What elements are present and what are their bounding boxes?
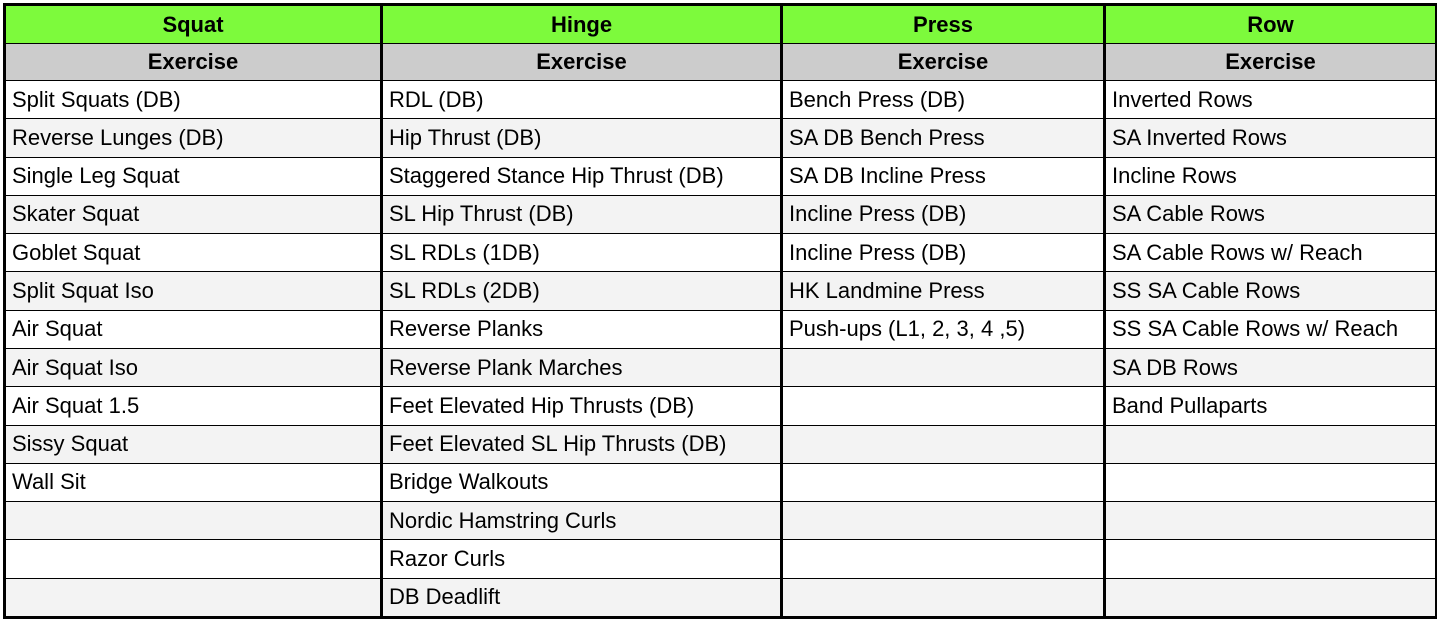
cell-row[interactable] [1105,502,1436,540]
table-row [6,157,1436,195]
subheader-exercise-row[interactable]: Exercise [1105,44,1436,81]
category-header-row [6,6,1436,44]
cell-row[interactable]: SA Inverted Rows [1105,119,1436,157]
cell-press[interactable] [782,463,1105,501]
cell-row[interactable]: SS SA Cable Rows w/ Reach [1105,310,1436,348]
table-row [6,310,1436,348]
exercise-spreadsheet [3,3,1437,619]
cell-squat[interactable]: Split Squat Iso [6,272,382,310]
category-header-row[interactable]: Row [1105,6,1436,44]
cell-row[interactable] [1105,578,1436,616]
cell-press[interactable] [782,502,1105,540]
table-row [6,387,1436,425]
cell-hinge[interactable]: Reverse Planks [382,310,782,348]
cell-squat[interactable]: Single Leg Squat [6,157,382,195]
table-row [6,348,1436,386]
cell-press[interactable] [782,348,1105,386]
subheader-exercise-hinge[interactable]: Exercise [382,44,782,81]
table-row [6,463,1436,501]
table-row [6,578,1436,616]
exercise-table [5,5,1436,617]
cell-hinge[interactable]: Razor Curls [382,540,782,578]
cell-press[interactable] [782,387,1105,425]
subheader-row [6,44,1436,81]
category-header-squat[interactable]: Squat [6,6,382,44]
cell-hinge[interactable]: Hip Thrust (DB) [382,119,782,157]
cell-hinge[interactable]: DB Deadlift [382,578,782,616]
cell-row[interactable] [1105,463,1436,501]
cell-press[interactable]: Bench Press (DB) [782,81,1105,119]
cell-press[interactable]: SA DB Bench Press [782,119,1105,157]
cell-hinge[interactable]: Reverse Plank Marches [382,348,782,386]
cell-squat[interactable]: Sissy Squat [6,425,382,463]
cell-squat[interactable]: Goblet Squat [6,234,382,272]
table-row [6,272,1436,310]
cell-row[interactable]: SA Cable Rows w/ Reach [1105,234,1436,272]
cell-row[interactable]: SA DB Rows [1105,348,1436,386]
cell-row[interactable]: Inverted Rows [1105,81,1436,119]
cell-hinge[interactable]: Feet Elevated SL Hip Thrusts (DB) [382,425,782,463]
cell-hinge[interactable]: Staggered Stance Hip Thrust (DB) [382,157,782,195]
cell-hinge[interactable]: Bridge Walkouts [382,463,782,501]
table-row [6,234,1436,272]
cell-press[interactable]: SA DB Incline Press [782,157,1105,195]
cell-press[interactable]: Push-ups (L1, 2, 3, 4 ,5) [782,310,1105,348]
category-header-hinge[interactable]: Hinge [382,6,782,44]
cell-squat[interactable]: Air Squat [6,310,382,348]
cell-hinge[interactable]: Nordic Hamstring Curls [382,502,782,540]
cell-row[interactable]: Incline Rows [1105,157,1436,195]
cell-squat[interactable] [6,540,382,578]
cell-hinge[interactable]: SL RDLs (2DB) [382,272,782,310]
cell-hinge[interactable]: RDL (DB) [382,81,782,119]
cell-hinge[interactable]: SL Hip Thrust (DB) [382,195,782,233]
cell-hinge[interactable]: SL RDLs (1DB) [382,234,782,272]
cell-row[interactable]: SA Cable Rows [1105,195,1436,233]
cell-squat[interactable]: Air Squat Iso [6,348,382,386]
cell-squat[interactable]: Wall Sit [6,463,382,501]
cell-press[interactable] [782,425,1105,463]
cell-row[interactable]: SS SA Cable Rows [1105,272,1436,310]
table-row [6,502,1436,540]
cell-press[interactable] [782,578,1105,616]
cell-row[interactable] [1105,425,1436,463]
subheader-exercise-press[interactable]: Exercise [782,44,1105,81]
cell-press[interactable]: Incline Press (DB) [782,234,1105,272]
subheader-exercise-squat[interactable]: Exercise [6,44,382,81]
category-header-press[interactable]: Press [782,6,1105,44]
cell-squat[interactable]: Skater Squat [6,195,382,233]
table-row [6,81,1436,119]
table-row [6,540,1436,578]
table-row [6,425,1436,463]
cell-squat[interactable] [6,502,382,540]
cell-row[interactable] [1105,540,1436,578]
cell-squat[interactable]: Split Squats (DB) [6,81,382,119]
table-row [6,119,1436,157]
cell-row[interactable]: Band Pullaparts [1105,387,1436,425]
table-row [6,195,1436,233]
cell-press[interactable]: HK Landmine Press [782,272,1105,310]
cell-squat[interactable]: Air Squat 1.5 [6,387,382,425]
cell-hinge[interactable]: Feet Elevated Hip Thrusts (DB) [382,387,782,425]
cell-squat[interactable] [6,578,382,616]
cell-squat[interactable]: Reverse Lunges (DB) [6,119,382,157]
cell-press[interactable] [782,540,1105,578]
cell-press[interactable]: Incline Press (DB) [782,195,1105,233]
